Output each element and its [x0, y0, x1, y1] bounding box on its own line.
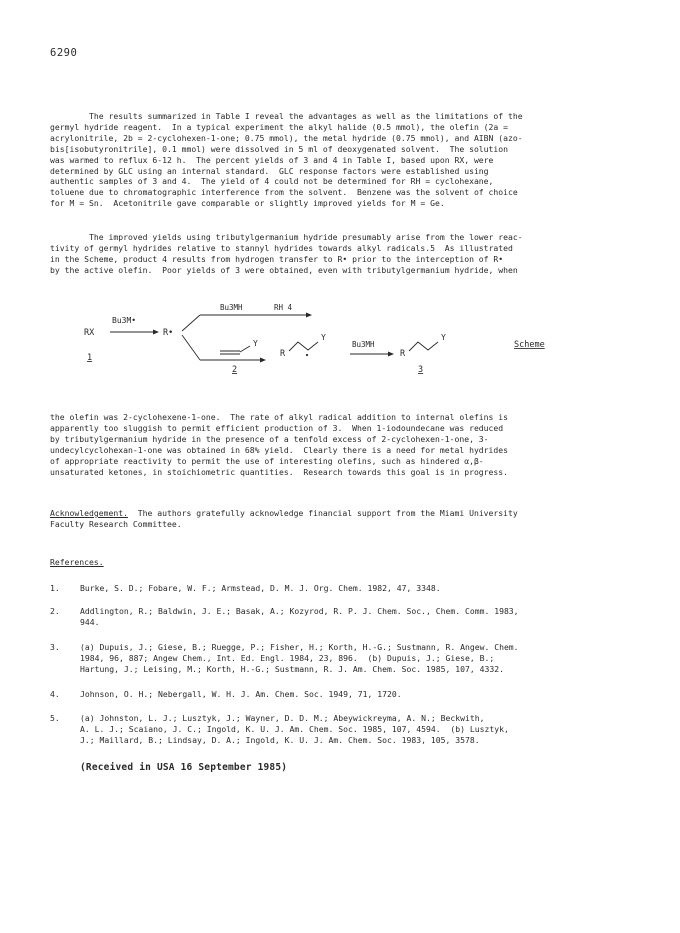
scheme-product-chain — [409, 342, 438, 351]
scheme-arrowhead-upper — [306, 313, 312, 318]
scheme-reagent2: Bu3MH — [352, 340, 375, 349]
scheme-branch-upper — [182, 315, 200, 331]
reference-number: 4. — [50, 689, 60, 699]
scheme-radical: R• — [163, 328, 174, 338]
page-number: 6290 — [50, 47, 78, 59]
reference-text: Addlington, R.; Baldwin, J. E.; Basak, A.; Kozyrod, R. P. J. Chem. Soc., Chem. Comm. 1983, 944. — [80, 606, 519, 627]
reference-text: (a) Johnston, L. J.; Lusztyk, J.; Wayner, D. D. M.; Abeywickreyma, A. N.; Beckwith, A. L. J.; Scaiano, J. C.; Ingold, K. U. J. Am. Chem. Soc. 1985, 107, 4594. (b) Lusztyk, J.; Maillard, B.; Lindsay, D. A.; Ingold, K. U. J. Am. Chem. Soc. 1983, 105, 3578. — [80, 713, 509, 745]
scheme-label: Scheme — [514, 340, 545, 350]
reference-text: Johnson, O. H.; Nebergall, W. H. J. Am. Chem. Soc. 1949, 71, 1720. — [80, 689, 402, 699]
scheme-intermediate-r: R — [280, 349, 286, 359]
reaction-scheme — [70, 298, 630, 378]
received-date: (Received in USA 16 September 1985) — [80, 762, 288, 773]
scheme-olefin-y: Y — [253, 339, 258, 348]
scheme-arrowhead-2 — [388, 352, 394, 357]
scheme-product-y: Y — [441, 333, 446, 342]
reference-number: 3. — [50, 642, 60, 652]
scheme-intermediate-y: Y — [321, 333, 326, 342]
scheme-branch-lower — [182, 335, 200, 360]
scheme-upper-reagent: Bu3MH — [220, 303, 243, 312]
reference-item — [50, 713, 509, 746]
scheme-reagent1: Bu3M• — [112, 316, 137, 325]
scheme-rx: RX — [84, 328, 95, 338]
reference-item — [50, 642, 519, 675]
scheme-olefin-bond-c — [240, 346, 250, 352]
scheme-rx-number: 1 — [87, 353, 93, 363]
scheme-radical-dot — [306, 354, 308, 356]
reference-text: Burke, S. D.; Fobare, W. F.; Armstead, D. M. J. Org. Chem. 1982, 47, 3348. — [80, 583, 441, 593]
acknowledgement-heading: Acknowledgement. — [50, 508, 128, 518]
paragraph-conclusion: the olefin was 2-cyclohexene-1-one. The rate of alkyl radical addition to internal olefins is apparently too sluggish to permit efficient production of 3. When 1-iodoundecane was reduced by tributylgermanium hydride in the presence of a tenfold excess of 2-cyclohexen-1-one, 3- undecylcyclohexan-1-one was obtained in 68% yield. Clearly there is a need for metal hydrides of appropriate reactivity to permit the use of interesting olefins, such as hindered α,β- unsaturated ketones, in stoichiometric quantities. Research towards this goal is in progress. — [50, 412, 509, 477]
scheme-olefin-number: 2 — [232, 365, 238, 375]
paragraph-results: The results summarized in Table I reveal the advantages as well as the limitations of the germyl hydride reagent. In a typical experiment the alkyl halide (0.5 mmol), the olefin (2a = acrylonitrile, 2b = 2-cyclohexen-1-one; 0.75 mmol), the metal hydride (0.75 mmol), and AIBN (azo- bis[isobutyronitrile], 0.1 mmol) were dissolved in 5 ml of deoxygenated solvent. The solution was warmed to reflux 6-12 h. The percent yields of 3 and 4 in Table I, based upon RX, were determined by GLC using an internal standard. GLC response factors were established using authentic samples of 3 and 4. The yield of 4 could not be determined for RH = cyclohexane, toluene due to chromatographic interference from the solvent. Benzene was the solvent of choice for M = Sn. Acetonitrile gave comparable or slightly improved yields for M = Ge. — [50, 111, 523, 209]
reference-number: 1. — [50, 583, 60, 593]
reference-text: (a) Dupuis, J.; Giese, B.; Ruegge, P.; Fisher, H.; Korth, H.-G.; Sustmann, R. Angew. Chem. 1984, 96, 887; Angew Chem., Int. Ed. Engl. 1984, 23, 896. (b) Dupuis, J.; Giese, B.; Hartung, J.; Leising, M.; Korth, H.-G.; Sustmann, R. J. Am. Chem. Soc. 1985, 107, 4332. — [80, 642, 519, 674]
reference-number: 5. — [50, 713, 60, 723]
scheme-upper-product: RH 4 — [274, 303, 293, 312]
reference-item — [50, 606, 519, 639]
scheme-intermediate-chain — [289, 342, 318, 351]
paragraph-improved-yields: The improved yields using tributylgermanium hydride presumably arise from the lower reac- tivity of germyl hydrides relative to stannyl hydrides towards alkyl radicals.5 As illustrated in the Scheme, product 4 results from hydrogen transfer to R• prior to the interception of R• by the active olefin. Poor yields of 3 were obtained, even with tributylgermanium hydride, when — [50, 232, 523, 275]
acknowledgement — [50, 508, 518, 530]
scheme-product-r: R — [400, 349, 406, 359]
acknowledgement-text: The authors gratefully acknowledge financial support from the Miami University Faculty Research Committee. — [50, 508, 518, 529]
reference-number: 2. — [50, 606, 60, 616]
references-heading: References. — [50, 557, 104, 567]
scheme-product-number: 3 — [418, 365, 424, 375]
scheme-arrowhead-lower — [260, 358, 266, 363]
scheme-arrowhead-1 — [153, 330, 159, 335]
